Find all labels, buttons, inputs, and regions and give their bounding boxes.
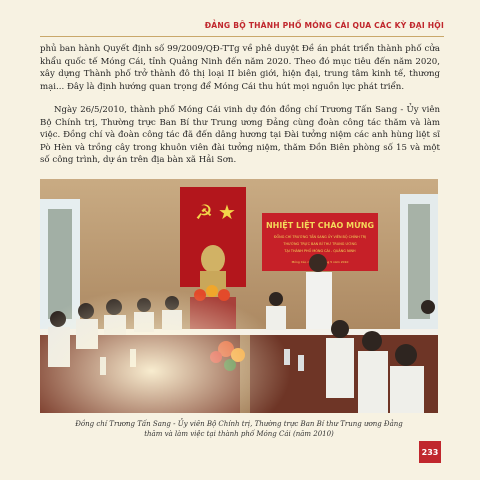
running-header: ĐẢNG BỘ THÀNH PHỐ MÓNG CÁI QUA CÁC KỲ ĐẠI HỘI — [204, 21, 444, 30]
meeting-photo — [40, 179, 438, 413]
header-rule — [40, 36, 444, 37]
body-paragraph-1: phủ ban hành Quyết định số 99/2009/QĐ-TTg về phê duyệt Đề án phát triển thành phố cửa khẩu quốc tế Móng Cái, tỉnh Quảng Ninh đến năm 2020. Theo đó mục tiêu đến năm 2020, xây dựng Thành phố trở thành đô thị loại II biên giới, hiện đại, trung tâm kinh tế, thương mại... Đây là định hướng quan trọng để Móng Cái thu hút mọi nguồn lực phát triển. — [40, 44, 440, 92]
photo-caption — [40, 419, 438, 439]
body-paragraph-2: Ngày 26/5/2010, thành phố Móng Cái vinh dự đón đồng chí Trương Tấn Sang - Ủy viên Bộ Chính trị, Thường trực Ban Bí thư Trung ương Đảng cùng đoàn công tác thăm và làm việc. Đồng chí và đoàn công tác đã đến dâng hương tại Đài tưởng niệm các anh hùng liệt sĩ Pò Hèn và trồng cây trong khuôn viên đài tưởng niệm, thăm Đồn Biên phòng số 15 và một số công trình, dự án trên địa bàn xã Hải Sơn. — [40, 105, 440, 166]
page-number-badge: 233 — [419, 441, 441, 463]
caption-line-1: Đồng chí Trương Tấn Sang - Ủy viên Bộ Chính trị, Thường trực Ban Bí thư Trung ương Đảng — [75, 420, 403, 428]
caption-line-2: thăm và làm việc tại thành phố Móng Cái (năm 2010) — [144, 430, 334, 438]
